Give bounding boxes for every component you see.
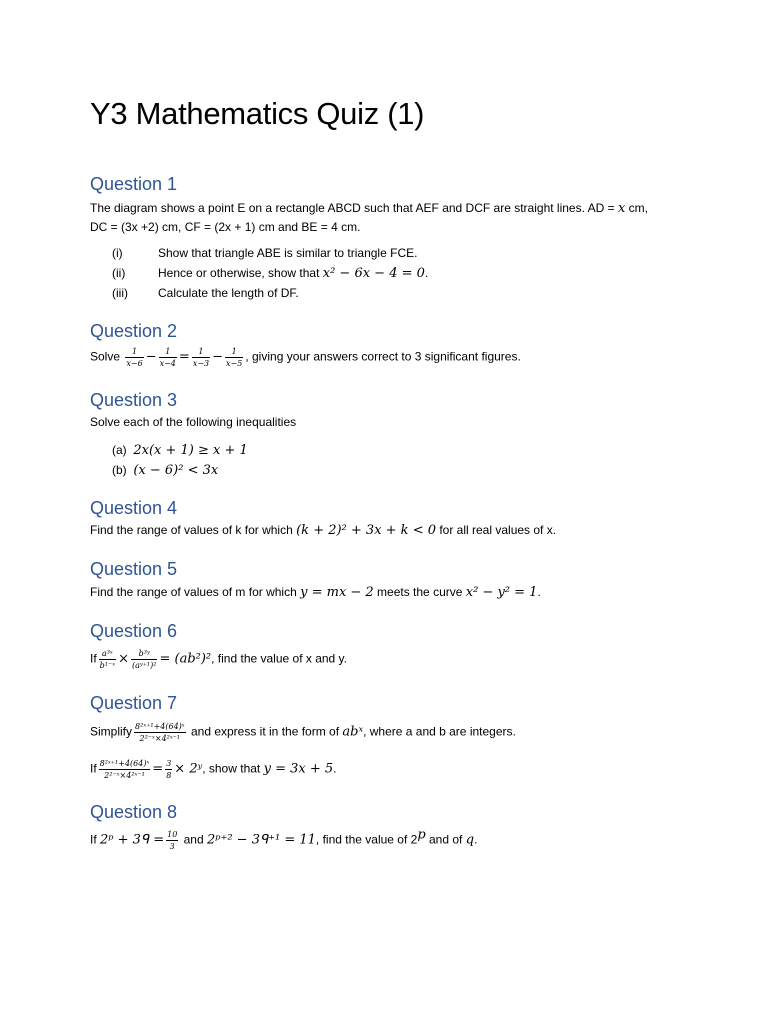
question-1-heading: Question 1 bbox=[90, 174, 178, 194]
q8-math-2: 2ᵖ⁺² − 3ᑫ⁺¹ = 11 bbox=[207, 832, 316, 848]
q4-text-a: Find the range of values of k for which bbox=[90, 523, 297, 537]
q2-fraction-1 bbox=[125, 346, 143, 369]
q7-fraction-3 bbox=[165, 758, 172, 781]
q6-if: If bbox=[90, 651, 97, 666]
question-3-text: Solve each of the following inequalities bbox=[90, 415, 297, 429]
question-6-text bbox=[90, 648, 347, 671]
q1-text-b: cm, bbox=[625, 201, 648, 215]
question-5-heading: Question 5 bbox=[90, 559, 178, 579]
question-6-heading: Question 6 bbox=[90, 621, 178, 641]
q1-item-iii bbox=[112, 286, 299, 300]
q8-tail: , find the value of 2 bbox=[315, 832, 418, 847]
q1-item-ii-end: . bbox=[424, 266, 429, 280]
q7-f3-denominator: 8 bbox=[166, 771, 172, 780]
q2-f2-numerator: 1 bbox=[159, 346, 177, 358]
q3-item-b-math: (x − 6)² < 3x bbox=[133, 463, 219, 478]
q8-and-2: and of bbox=[425, 832, 466, 847]
q2-minus-2: − bbox=[212, 349, 224, 365]
q6-f2-denominator: (aʸ⁺¹)² bbox=[131, 661, 157, 670]
q1-item-ii-number: (ii) bbox=[112, 266, 126, 280]
q5-text-a: Find the range of values of m for which bbox=[90, 585, 301, 599]
q5-math-2: x² − y² = 1 bbox=[465, 585, 538, 600]
q1-item-iii-text: Calculate the length of DF. bbox=[158, 286, 299, 300]
q7-equals: = bbox=[152, 761, 164, 777]
q2-f1-denominator: x−6 bbox=[126, 359, 143, 368]
q1-text-c: DC = (3x +2) cm, CF = (2x + 1) cm and BE = 4 cm. bbox=[90, 220, 361, 234]
q7-f2-denominator: 2²⁻ˣ×4²ˣ⁻¹ bbox=[104, 771, 145, 780]
question-7-line-1 bbox=[90, 721, 516, 744]
q8-fraction bbox=[166, 829, 178, 852]
q5-text-c: . bbox=[537, 585, 541, 599]
q3-item-a-number: (a) bbox=[112, 443, 127, 457]
q7-if: If bbox=[90, 761, 97, 776]
question-4-heading: Question 4 bbox=[90, 498, 178, 518]
q8-f-numerator: 10 bbox=[167, 830, 178, 839]
q2-f3-denominator: x−3 bbox=[192, 359, 210, 368]
q6-rhs: = (ab²)² bbox=[159, 651, 212, 667]
page-title: Y3 Mathematics Quiz (1) bbox=[90, 96, 425, 131]
q7-simplify: Simplify bbox=[90, 724, 133, 739]
q7-fraction-2 bbox=[99, 758, 151, 781]
question-8-heading: Question 8 bbox=[90, 802, 178, 822]
q1-item-iii-number: (iii) bbox=[112, 286, 128, 300]
q8-f-denominator: 3 bbox=[169, 842, 175, 851]
q8-and: and bbox=[180, 832, 207, 847]
q2-tail: , giving your answers correct to 3 significant figures. bbox=[245, 349, 521, 364]
q6-fraction-1 bbox=[99, 648, 116, 671]
q1-item-i-number: (i) bbox=[112, 246, 123, 260]
q7-math: y = 3x + 5 bbox=[263, 761, 334, 777]
q8-end: . bbox=[474, 832, 478, 847]
question-2-text bbox=[90, 346, 521, 369]
q2-equals: = bbox=[178, 349, 190, 365]
q2-solve-label: Solve bbox=[90, 349, 121, 364]
q7-f1-numerator: 8²ˣ⁺¹+4(64)ˣ bbox=[135, 722, 185, 731]
q4-math: (k + 2)² + 3x + k < 0 bbox=[296, 523, 436, 538]
question-8-text bbox=[90, 829, 477, 852]
q6-f1-numerator: a³ˣ bbox=[99, 648, 116, 660]
q3-item-a bbox=[112, 443, 248, 458]
q3-item-b-number: (b) bbox=[112, 463, 127, 477]
q3-item-a-math: 2x(x + 1) ≥ x + 1 bbox=[133, 443, 248, 458]
q7-f1-denominator: 2²⁻ˣ×4²ˣ⁻¹ bbox=[139, 734, 181, 743]
q4-text-b: for all real values of x. bbox=[436, 523, 557, 537]
question-7-line-2 bbox=[90, 758, 336, 781]
q2-f3-numerator: 1 bbox=[192, 346, 210, 358]
q8-math-1: 2ᵖ + 3ᑫ = bbox=[100, 832, 165, 848]
q6-fraction-2 bbox=[131, 648, 158, 671]
q7-fraction-1 bbox=[134, 721, 186, 744]
q7-tail-2: , show that bbox=[202, 761, 264, 776]
q2-f1-numerator: 1 bbox=[125, 346, 143, 358]
q1-text-a: The diagram shows a point E on a rectangle ABCD such that AEF and DCF are straight lines. AD = bbox=[90, 201, 618, 215]
question-2-heading: Question 2 bbox=[90, 321, 178, 341]
q5-math-1: y = mx − 2 bbox=[300, 585, 374, 600]
q1-item-ii bbox=[112, 266, 428, 281]
q7-times-2y: × 2ʸ bbox=[174, 761, 203, 777]
q5-text-b: meets the curve bbox=[373, 585, 466, 599]
q6-tail: , find the value of x and y. bbox=[211, 651, 348, 666]
question-3-heading: Question 3 bbox=[90, 390, 178, 410]
q7-tail: , where a and b are integers. bbox=[363, 724, 516, 739]
q7-form: abˣ bbox=[342, 724, 364, 740]
question-1-text bbox=[90, 199, 690, 237]
q2-minus-1: − bbox=[145, 349, 157, 365]
q1-item-ii-math: x² − 6x − 4 = 0 bbox=[322, 266, 425, 281]
q7-end: . bbox=[333, 761, 337, 776]
q2-f4-denominator: x−5 bbox=[226, 359, 243, 368]
q1-item-ii-text: Hence or otherwise, show that bbox=[158, 266, 323, 280]
question-5-text bbox=[90, 583, 541, 602]
q7-mid: and express it in the form of bbox=[187, 724, 343, 739]
q7-f3-numerator: 3 bbox=[166, 759, 172, 768]
q1-item-i-text: Show that triangle ABE is similar to triangle FCE. bbox=[158, 246, 418, 260]
q1-var-x: x bbox=[617, 201, 626, 216]
q2-f2-denominator: x−4 bbox=[159, 359, 176, 368]
q8-if: If bbox=[90, 832, 101, 847]
q6-f2-numerator: b³ʸ bbox=[131, 648, 158, 660]
q6-f1-denominator: b¹⁻ˣ bbox=[99, 661, 116, 670]
q2-fraction-3 bbox=[192, 346, 210, 369]
q1-item-i bbox=[112, 246, 417, 260]
q8-p-exponent: p bbox=[417, 827, 426, 843]
question-4-text bbox=[90, 521, 556, 540]
question-7-heading: Question 7 bbox=[90, 693, 178, 713]
q2-f4-numerator: 1 bbox=[225, 346, 243, 358]
q3-item-b bbox=[112, 463, 218, 478]
q2-fraction-2 bbox=[159, 346, 177, 369]
q2-fraction-4 bbox=[225, 346, 243, 369]
q8-q: q bbox=[465, 832, 475, 848]
q6-times: × bbox=[118, 651, 129, 667]
q7-f2-numerator: 8²ˣ⁺¹+4(64)ˣ bbox=[99, 759, 150, 768]
